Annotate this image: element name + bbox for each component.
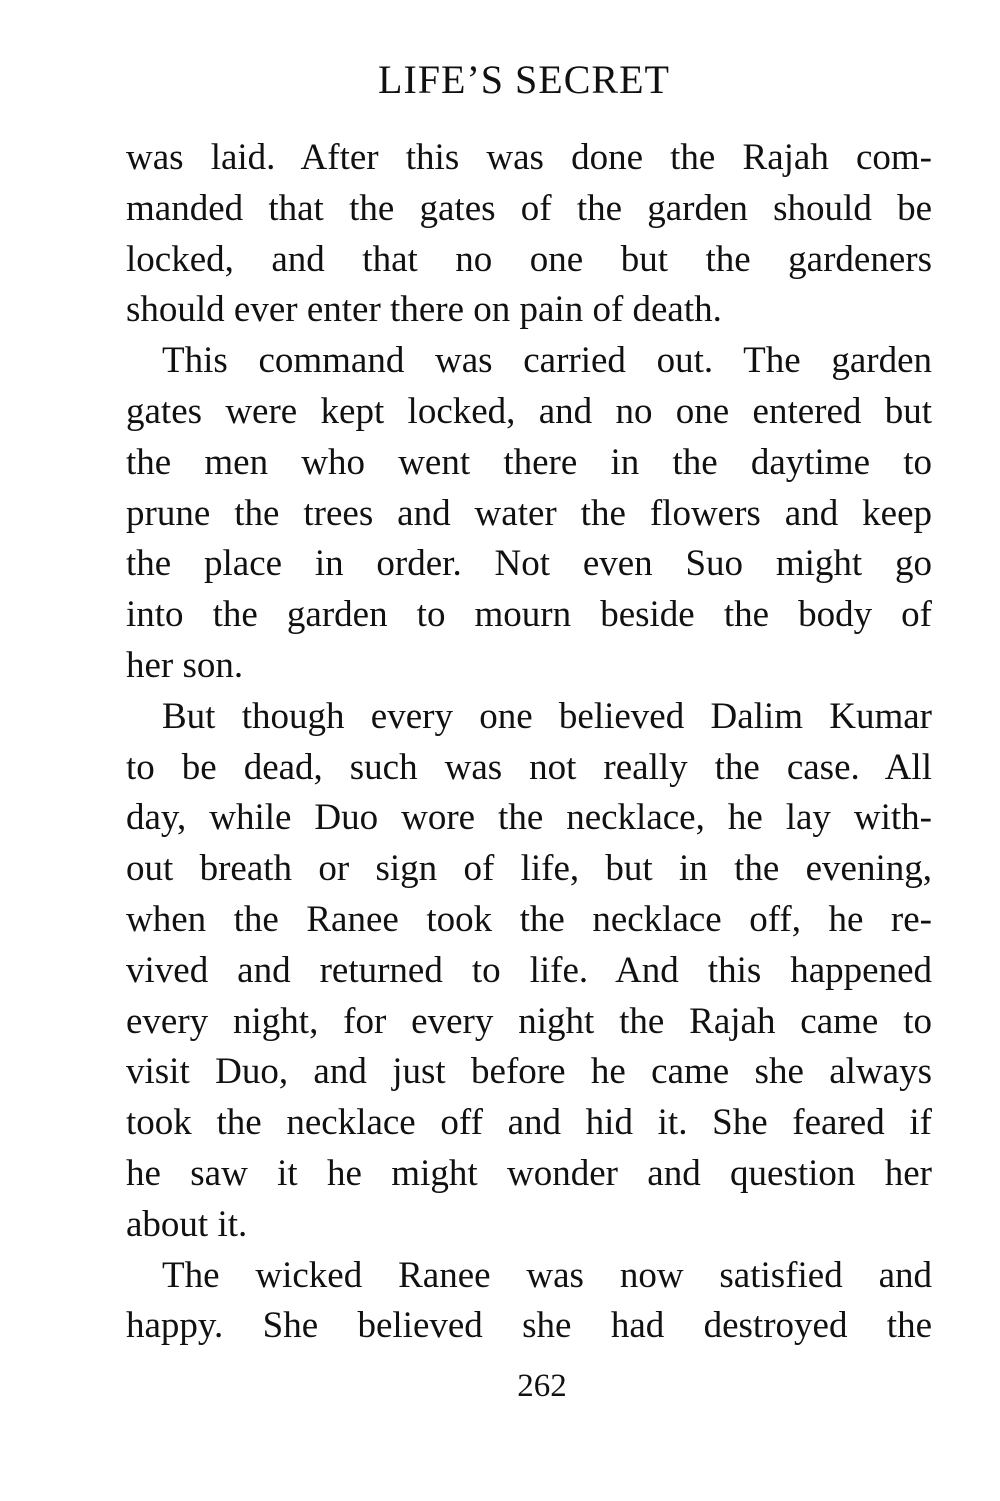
text-line: should ever enter there on pain of death. xyxy=(126,289,722,331)
text-line: happy. She believed she had destroyed the xyxy=(126,1305,932,1347)
text-line: But though every one believed Dalim Kumar xyxy=(162,695,932,737)
text-line: about it. xyxy=(126,1203,248,1245)
text-line: took the necklace off and hid it. She feared if xyxy=(126,1102,932,1144)
text-line: when the Ranee took the necklace off, he re- xyxy=(126,898,932,940)
text-line: her son. xyxy=(126,644,244,686)
text-line: locked, and that no one but the gardeners xyxy=(126,238,932,280)
text-line: manded that the gates of the garden should be xyxy=(126,187,932,229)
text-line: The wicked Ranee was now satisfied and xyxy=(162,1254,932,1296)
text-line: every night, for every night the Rajah came to xyxy=(126,1000,932,1042)
text-line: visit Duo, and just before he came she always xyxy=(126,1051,932,1093)
text-line: day, while Duo wore the necklace, he lay with- xyxy=(126,797,932,839)
text-line: vived and returned to life. And this happened xyxy=(126,949,932,991)
running-head: LIFE’S SECRET xyxy=(378,57,670,102)
text-line: the men who went there in the daytime to xyxy=(126,441,932,483)
text-line: he saw it he might wonder and question her xyxy=(126,1152,932,1194)
text-line: to be dead, such was not really the case. All xyxy=(126,746,932,788)
page-number: 262 xyxy=(517,1368,567,1404)
text-line: into the garden to mourn beside the body of xyxy=(126,594,932,636)
body-text xyxy=(126,133,932,1352)
text-line: out breath or sign of life, but in the evening, xyxy=(126,848,932,890)
text-line: This command was carried out. The garden xyxy=(162,340,932,382)
text-line: prune the trees and water the flowers and keep xyxy=(126,492,932,534)
text-line: was laid. After this was done the Rajah com- xyxy=(126,137,932,178)
text-line: gates were kept locked, and no one entered but xyxy=(126,390,932,432)
text-line: the place in order. Not even Suo might go xyxy=(126,543,932,585)
